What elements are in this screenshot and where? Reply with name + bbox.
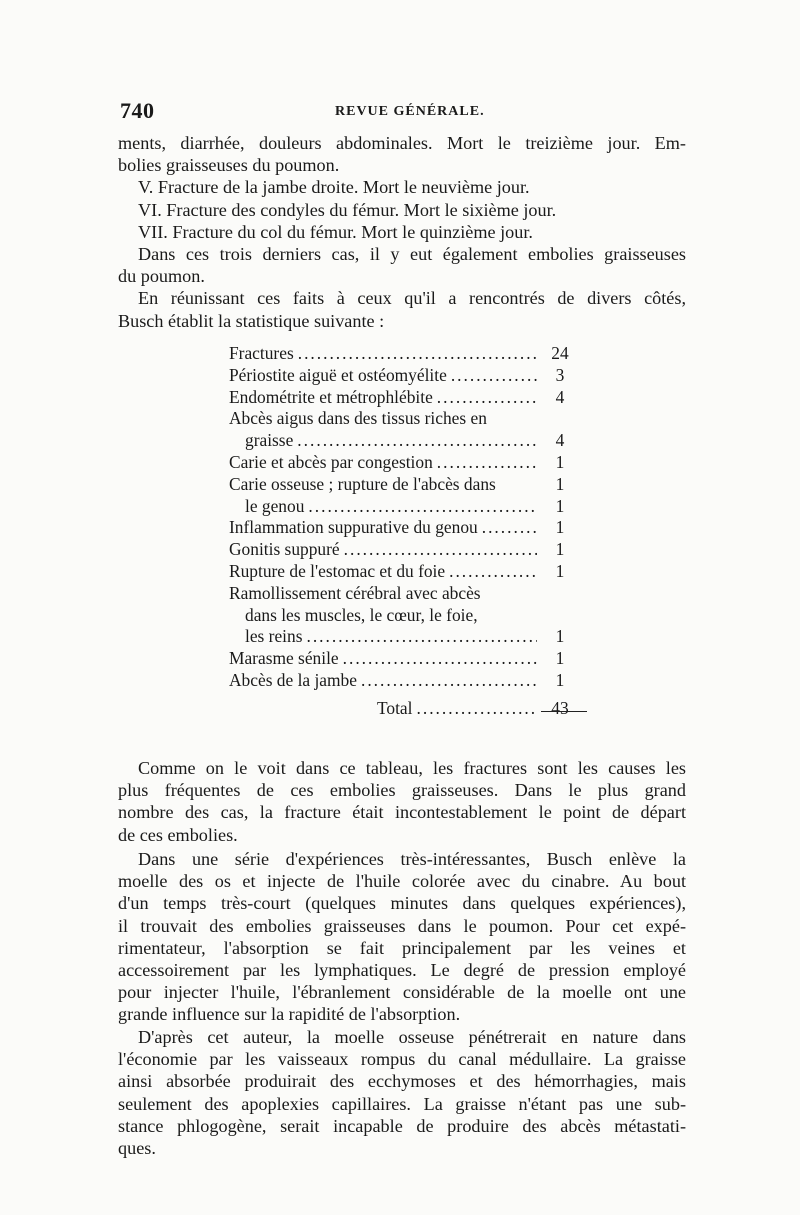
text-line: V. Fracture de la jambe droite. Mort le neuvième jour. (138, 177, 530, 198)
leader-dots (437, 452, 537, 474)
text-line: ainsi absorbée produirait des ecchymoses et des hémorrhagies, mais (118, 1071, 686, 1092)
stat-label: Abcès de la jambe (229, 669, 357, 690)
stat-value: 1 (555, 473, 565, 494)
paragraph-2 (118, 848, 686, 1026)
stat-value: 1 (555, 539, 565, 560)
text-line: du poumon. (118, 266, 205, 287)
text-line: plus fréquentes de ces embolies graisseuses. Dans le plus grand (118, 780, 686, 801)
stat-row (229, 474, 579, 496)
stat-row (229, 517, 579, 539)
leader-dots (451, 365, 537, 387)
text-line: Dans une série d'expériences très-intéressantes, Busch enlève la (138, 849, 686, 869)
leader-dots (417, 698, 538, 720)
stat-label: Ramollissement cérébral avec abcès (229, 582, 481, 603)
stat-row (229, 387, 579, 409)
stat-value: 1 (555, 648, 565, 669)
text-line: VI. Fracture des condyles du fémur. Mort le sixième jour. (138, 199, 557, 220)
text-line: il trouvait des embolies graisseuses dans le poumon. Pour cet expé- (118, 915, 686, 936)
text-line: ments, diarrhée, douleurs abdominales. Mort le treizième jour. Em- (118, 133, 686, 153)
leader-dots (343, 648, 537, 670)
leader-dots (482, 517, 537, 539)
stat-label: Périostite aiguë et ostéomyélite (229, 364, 447, 385)
stat-label: Fractures (229, 343, 294, 363)
leader-dots (297, 430, 537, 452)
stat-value: 4 (555, 430, 565, 451)
page-number: 740 (120, 98, 155, 123)
leader-dots (308, 496, 537, 518)
stat-label: Carie osseuse ; rupture de l'abcès dans (229, 473, 496, 494)
stat-label: Carie et abcès par congestion (229, 451, 433, 472)
stat-row (229, 670, 579, 692)
leader-dots (298, 343, 537, 365)
stat-row (229, 626, 579, 648)
stat-label: Abcès aigus dans des tissus riches en (229, 408, 487, 429)
text-line: ques. (118, 1138, 156, 1159)
page-header (120, 96, 690, 126)
leader-dots (361, 670, 537, 692)
text-line: rimentateur, l'absorption se fait principalement par les veines et (118, 937, 686, 958)
leader-dots (344, 539, 537, 561)
stat-label: graisse (245, 430, 294, 451)
stat-row (229, 648, 579, 670)
stat-label: Endométrite et métrophlébite (229, 386, 433, 407)
text-line: D'après cet auteur, la moelle osseuse pénétrerait en nature dans (138, 1027, 686, 1047)
text-line: stance phlogogène, serait incapable de produire des abcès métastati- (118, 1115, 686, 1136)
total-rule (541, 711, 587, 712)
stat-label: Gonitis suppuré (229, 539, 340, 560)
stat-label: dans les muscles, le cœur, le foie, (245, 604, 478, 625)
paragraph-1 (118, 757, 686, 846)
stat-total-row (229, 698, 579, 720)
stat-value: 1 (555, 451, 565, 472)
text-line: de ces embolies. (118, 824, 238, 845)
running-head: REVUE GÉNÉRALE. (335, 104, 485, 119)
stat-row (229, 343, 579, 365)
text-line: accessoirement par les lymphatiques. Le degré de pression employé (118, 960, 686, 981)
text-line: Comme on le voit dans ce tableau, les fractures sont les causes les (138, 758, 686, 778)
text-line: moelle des os et injecte de l'huile colorée avec du cinabre. Au bout (118, 871, 686, 892)
stat-row (229, 430, 579, 452)
text-line: l'économie par les vaisseaux rompus du canal médullaire. La graisse (118, 1049, 686, 1070)
text-line: nombre des cas, la fracture était incontestablement le point de départ (118, 802, 686, 823)
stat-value: 1 (555, 626, 565, 647)
leader-dots (306, 626, 537, 648)
stat-label: Inflammation suppurative du genou (229, 517, 478, 538)
stat-row (229, 408, 579, 430)
stat-row (229, 561, 579, 583)
stat-value: 4 (555, 386, 565, 407)
text-line: Dans ces trois derniers cas, il y eut également embolies graisseuses (138, 244, 686, 265)
stat-row (229, 583, 579, 605)
leader-dots (437, 387, 537, 409)
stat-label: le genou (245, 495, 305, 516)
stat-row (229, 539, 579, 561)
intro-text (118, 132, 686, 332)
text-line: pour injecter l'huile, l'ébranlement considérable de la moelle ont une (118, 982, 686, 1003)
stat-label: Marasme sénile (229, 648, 339, 669)
text-line: grande influence sur la rapidité de l'absorption. (118, 1004, 461, 1025)
text-line: En réunissant ces faits à ceux qu'il a rencontrés de divers côtés, (138, 288, 686, 309)
stat-value: 1 (555, 495, 565, 516)
stat-row (229, 365, 579, 387)
leader-dots (449, 561, 537, 583)
stat-value: 24 (551, 343, 569, 363)
total-value: 43 (551, 697, 569, 718)
stat-label: Rupture de l'estomac et du foie (229, 560, 446, 581)
text-line: Busch établit la statistique suivante : (118, 310, 385, 331)
stat-value: 1 (555, 517, 565, 538)
stat-row (229, 452, 579, 474)
stat-value: 1 (555, 560, 565, 581)
text-line: VII. Fracture du col du fémur. Mort le quinzième jour. (138, 221, 533, 242)
statistics-table (229, 343, 579, 720)
stat-row (229, 496, 579, 518)
total-label: Total (377, 697, 413, 718)
stat-label: les reins (245, 626, 303, 647)
stat-value: 3 (555, 364, 565, 385)
paragraph-3 (118, 1026, 686, 1159)
stat-value: 1 (555, 669, 565, 690)
stat-row (229, 605, 579, 627)
text-line: bolies graisseuses du poumon. (118, 155, 340, 176)
text-line: d'un temps très-court (quelques minutes dans quelques expériences), (118, 893, 686, 914)
text-line: seulement des apoplexies capillaires. La graisse n'étant pas une sub- (118, 1093, 686, 1114)
